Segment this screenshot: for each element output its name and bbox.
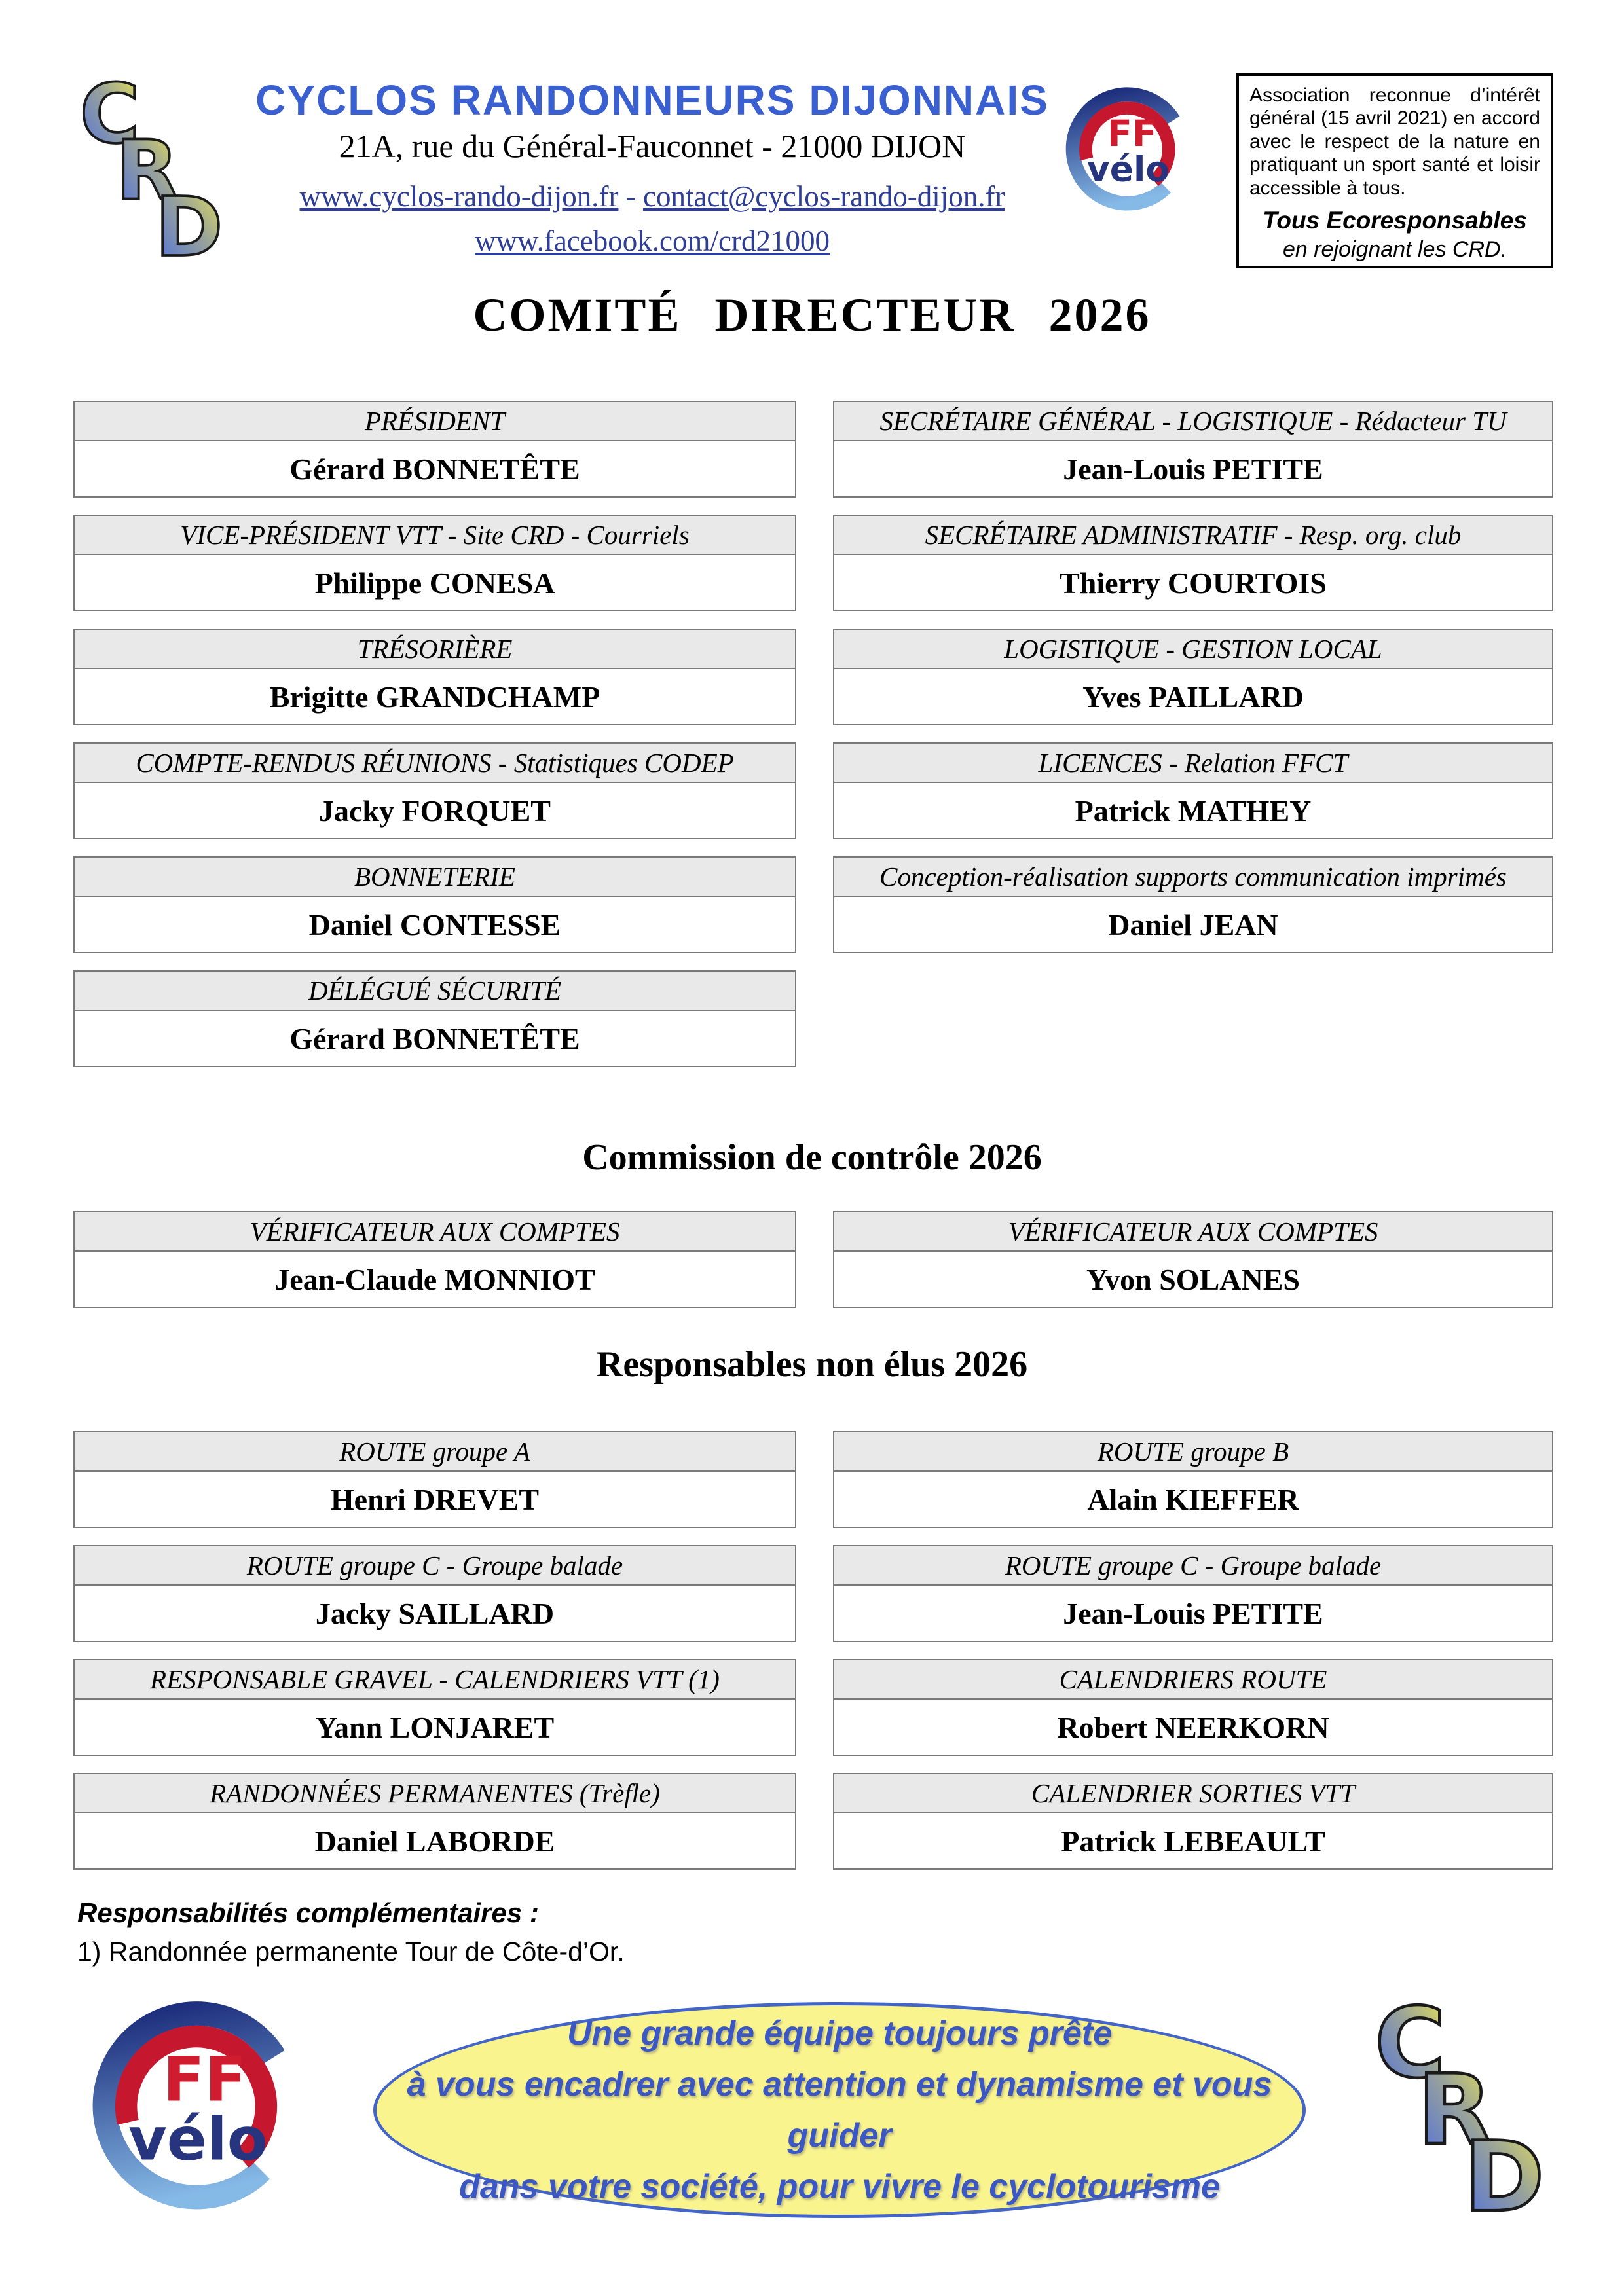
role-holder-name: Daniel LABORDE <box>314 1824 555 1858</box>
club-address: 21A, rue du Général-Fauconnet - 21000 DIJON <box>339 128 966 164</box>
footnote-item: 1) Randonnée permanente Tour de Côte-d’Or. <box>77 1937 625 1967</box>
role-title: VÉRIFICATEUR AUX COMPTES <box>834 1212 1552 1252</box>
role-title: VICE-PRÉSIDENT VTT - Site CRD - Courriels <box>75 516 795 555</box>
slogan-line-2: à vous encadrer avec attention et dynamisme et vous guider <box>407 2066 1272 2155</box>
facebook-line <box>233 224 1071 258</box>
role-holder-name: Henri DREVET <box>330 1482 540 1516</box>
info-body: Association reconnue d’intérêt général (15 avril 2021) en accord avec le respect de la nature en pratiquant un sport santé et loisir accessible à tous. <box>1249 84 1540 199</box>
footnote-title: Responsabilités complémentaires : <box>77 1897 539 1928</box>
facebook-link[interactable]: www.facebook.com/crd21000 <box>475 225 830 257</box>
association-info-box <box>1236 73 1553 268</box>
info-tail: en rejoignant les CRD. <box>1282 236 1507 262</box>
ffvelo-logo-icon <box>86 1995 305 2214</box>
svg-text:FF: FF <box>162 2044 247 2116</box>
role-title: RANDONNÉES PERMANENTES (Trèfle) <box>75 1774 795 1813</box>
role-box <box>73 515 796 611</box>
role-box <box>73 970 796 1067</box>
role-holder-name: Jacky SAILLARD <box>315 1596 555 1630</box>
role-box <box>73 401 796 498</box>
role-title: SECRÉTAIRE GÉNÉRAL - LOGISTIQUE - Rédacteur TU <box>834 402 1552 441</box>
role-box <box>833 742 1553 839</box>
role-title: Conception-réalisation supports communication imprimés <box>834 858 1552 897</box>
svg-text:FF: FF <box>1107 113 1157 156</box>
role-title: DÉLÉGUÉ SÉCURITÉ <box>75 972 795 1011</box>
role-box <box>73 1773 796 1870</box>
role-title: ROUTE groupe A <box>75 1432 795 1472</box>
role-box <box>833 515 1553 611</box>
non-elected-right-column <box>833 1431 1553 1870</box>
svg-text:D: D <box>155 180 223 264</box>
slogan-line-3: dans votre société, pour vivre le cyclotourisme <box>459 2168 1220 2206</box>
commission-right-column <box>833 1211 1553 1308</box>
svg-text:R: R <box>1417 2053 1492 2166</box>
footnote <box>77 1897 625 1967</box>
role-box <box>73 742 796 839</box>
role-holder-name: Brigitte GRANDCHAMP <box>269 680 600 714</box>
role-holder-name: Jean-Claude MONNIOT <box>274 1262 595 1296</box>
commission-heading: Commission de contrôle 2026 <box>582 1137 1042 1178</box>
committee-left-column <box>73 401 796 1067</box>
role-title: TRÉSORIÈRE <box>75 630 795 669</box>
role-box <box>833 1211 1553 1308</box>
role-holder-name: Daniel CONTESSE <box>308 907 561 941</box>
role-holder-name: Yvon SOLANES <box>1086 1262 1300 1296</box>
svg-text:C: C <box>1375 1997 1446 2100</box>
svg-text:C: C <box>79 73 140 162</box>
role-title: ROUTE groupe C - Groupe balade <box>75 1546 795 1586</box>
role-box <box>833 629 1553 725</box>
role-holder-name: Gérard BONNETÊTE <box>289 1021 580 1055</box>
role-holder-name: Thierry COURTOIS <box>1060 566 1327 600</box>
club-name: CYCLOS RANDONNEURS DIJONNAIS <box>255 77 1049 124</box>
email-link[interactable]: contact@cyclos-rando-dijon.fr <box>642 180 1005 213</box>
role-box <box>73 1431 796 1528</box>
role-holder-name: Yann LONJARET <box>315 1710 555 1744</box>
ffvelo-logo-icon <box>1062 84 1192 213</box>
role-title: COMPTE-RENDUS RÉUNIONS - Statistiques CODEP <box>75 744 795 783</box>
commission-left-column <box>73 1211 796 1308</box>
role-box <box>73 1659 796 1756</box>
info-highlight: Tous Ecoresponsables <box>1263 206 1527 234</box>
page-title: COMITÉ DIRECTEUR 2026 <box>473 289 1151 341</box>
crd-logo-icon <box>1367 1997 1553 2219</box>
role-box <box>73 629 796 725</box>
svg-text:vélo: vélo <box>1086 148 1170 190</box>
role-holder-name: Philippe CONESA <box>314 566 555 600</box>
role-holder-name: Gérard BONNETÊTE <box>289 452 580 486</box>
role-title: CALENDRIERS ROUTE <box>834 1660 1552 1700</box>
role-title: ROUTE groupe B <box>834 1432 1552 1472</box>
role-box <box>73 1545 796 1642</box>
non-elected-heading: Responsables non élus 2026 <box>596 1344 1028 1385</box>
role-title: PRÉSIDENT <box>75 402 795 441</box>
role-box <box>833 1545 1553 1642</box>
club-links <box>233 179 1071 213</box>
role-title: CALENDRIER SORTIES VTT <box>834 1774 1552 1813</box>
role-title: ROUTE groupe C - Groupe balade <box>834 1546 1552 1586</box>
role-box <box>73 856 796 953</box>
role-holder-name: Alain KIEFFER <box>1087 1482 1299 1516</box>
role-holder-name: Jacky FORQUET <box>319 793 551 828</box>
role-box <box>833 401 1553 498</box>
role-holder-name: Robert NEERKORN <box>1057 1710 1329 1744</box>
role-title: LOGISTIQUE - GESTION LOCAL <box>834 630 1552 669</box>
role-holder-name: Yves PAILLARD <box>1082 680 1304 714</box>
committee-right-column <box>833 401 1553 953</box>
role-box <box>833 1431 1553 1528</box>
role-holder-name: Jean-Louis PETITE <box>1063 452 1323 486</box>
crd-logo-icon <box>73 73 231 264</box>
role-box <box>833 1773 1553 1870</box>
website-link[interactable]: www.cyclos-rando-dijon.fr <box>299 180 619 213</box>
role-holder-name: Patrick MATHEY <box>1075 793 1312 828</box>
role-box <box>833 856 1553 953</box>
role-holder-name: Patrick LEBEAULT <box>1061 1824 1325 1858</box>
slogan-line-1: Une grande équipe toujours prête <box>566 2014 1113 2052</box>
role-box <box>833 1659 1553 1756</box>
club-header <box>233 76 1071 258</box>
slogan-banner <box>373 2002 1306 2218</box>
role-title: BONNETERIE <box>75 858 795 897</box>
non-elected-left-column <box>73 1431 796 1870</box>
svg-text:R: R <box>115 123 179 219</box>
role-title: VÉRIFICATEUR AUX COMPTES <box>75 1212 795 1252</box>
role-title: RESPONSABLE GRAVEL - CALENDRIERS VTT (1) <box>75 1660 795 1700</box>
link-separator: - <box>618 180 643 213</box>
role-box <box>73 1211 796 1308</box>
role-holder-name: Daniel JEAN <box>1108 907 1278 941</box>
svg-text:D: D <box>1464 2121 1545 2219</box>
role-holder-name: Jean-Louis PETITE <box>1063 1596 1323 1630</box>
svg-text:vélo: vélo <box>128 2105 268 2174</box>
role-title: SECRÉTAIRE ADMINISTRATIF - Resp. org. club <box>834 516 1552 555</box>
role-title: LICENCES - Relation FFCT <box>834 744 1552 783</box>
